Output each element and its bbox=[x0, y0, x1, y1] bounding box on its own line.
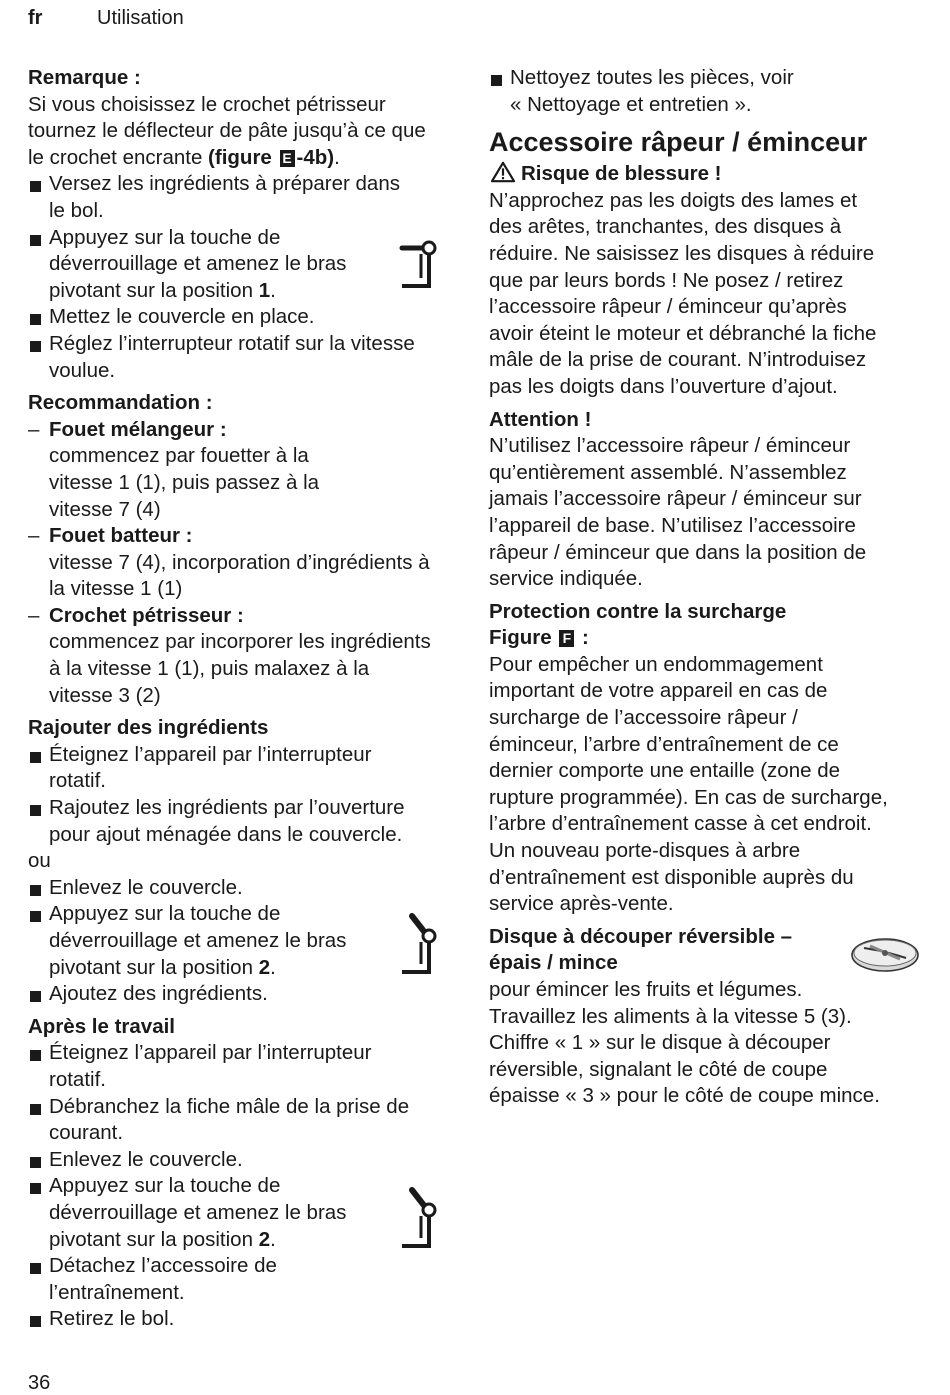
bullet-square-icon bbox=[30, 1316, 41, 1327]
attention-line: N’utilisez l’accessoire râpeur / éminceur bbox=[489, 434, 851, 458]
rajouter-title: Rajouter des ingrédients bbox=[28, 716, 269, 740]
protection-line: important de votre appareil en cas de bbox=[489, 679, 828, 703]
list-item: Débranchez la fiche mâle de la prise de courant. bbox=[28, 1094, 468, 1147]
risque-line: des arêtes, tranchantes, des disques à bbox=[489, 215, 842, 239]
bullet-square-icon bbox=[30, 1183, 41, 1194]
protection-line: l’arbre d’entraînement casse à cet endroit. bbox=[489, 812, 872, 836]
bullet-square-icon bbox=[30, 1050, 41, 1061]
attention-line: service indiquée. bbox=[489, 567, 643, 591]
risque-line: que par leurs bords ! Ne posez / retirez bbox=[489, 268, 844, 292]
list-item: Éteignez l’appareil par l’interrupteur rotatif. bbox=[28, 742, 468, 795]
bullet-square-icon bbox=[30, 1104, 41, 1115]
list-item: Détachez l’accessoire de l’entraînement. bbox=[28, 1253, 468, 1306]
recommandation-title: Recommandation : bbox=[28, 391, 213, 415]
bullet-square-icon bbox=[30, 314, 41, 325]
risque-line: N’approchez pas les doigts des lames et bbox=[489, 188, 858, 212]
bullet-square-icon bbox=[30, 991, 41, 1002]
list-item: Retirez le bol. bbox=[28, 1306, 468, 1333]
attention-title: Attention ! bbox=[489, 407, 592, 431]
remarque-line-figure: le crochet encrante (figure E -4b). bbox=[28, 145, 340, 169]
recommandation-item: – Fouet batteur : vitesse 7 (4), incorporation d’ingrédients à la vitesse 1 (1) bbox=[28, 524, 430, 601]
protection-line: service après-vente. bbox=[489, 892, 674, 916]
risque-line: pas les doigts dans l’ouverture d’ajout. bbox=[489, 374, 838, 398]
list-item: Éteignez l’appareil par l’interrupteur rotatif. bbox=[28, 1040, 468, 1093]
warning-triangle-icon bbox=[489, 161, 517, 183]
protection-line: rupture programmée). En cas de surcharge, bbox=[489, 785, 888, 809]
header-section: Utilisation bbox=[97, 7, 184, 29]
attention-line: qu’entièrement assemblé. N’assemblez bbox=[489, 460, 847, 484]
remarque-line: tournez le déflecteur de pâte jusqu’à ce que bbox=[28, 119, 426, 143]
protection-line: surcharge de l’accessoire râpeur / bbox=[489, 706, 798, 730]
bullet-square-icon bbox=[30, 752, 41, 763]
attention-line: râpeur / éminceur que dans la position de bbox=[489, 540, 867, 564]
slicing-disc-icon bbox=[850, 936, 920, 974]
risque-line: réduire. Ne saisissez les disques à réduire bbox=[489, 241, 875, 265]
bullet-square-icon bbox=[30, 235, 41, 246]
disque-line: Chiffre « 1 » sur le disque à découper bbox=[489, 1031, 831, 1055]
bullet-square-icon bbox=[30, 911, 41, 922]
arm-position-2-icon bbox=[398, 1184, 442, 1250]
arm-position-1-icon bbox=[398, 238, 442, 290]
risque-line: mâle de la prise de courant. N’introduisez bbox=[489, 348, 867, 372]
section-heading: Accessoire râpeur / éminceur bbox=[489, 127, 868, 158]
remarque-line: Si vous choisissez le crochet pétrisseur bbox=[28, 92, 386, 116]
bullet-square-icon bbox=[30, 805, 41, 816]
bullet-square-icon bbox=[30, 1263, 41, 1274]
protection-line: Pour empêcher un endommagement bbox=[489, 652, 823, 676]
bullet-square-icon bbox=[30, 885, 41, 896]
attention-line: jamais l’accessoire râpeur / éminceur sur bbox=[489, 487, 862, 511]
risque-title: Risque de blessure ! bbox=[489, 161, 929, 188]
bullet-square-icon bbox=[491, 75, 502, 86]
page-number: 36 bbox=[28, 1372, 51, 1394]
list-item: Rajoutez les ingrédients par l’ouverture pour ajout ménagée dans le couvercle. bbox=[28, 795, 468, 848]
list-item: Appuyez sur la touche de déverrouillage et amenez le bras pivotant sur la position 2. bbox=[28, 901, 468, 981]
attention-line: l’appareil de base. N’utilisez l’accessoire bbox=[489, 513, 856, 537]
disque-line: pour émincer les fruits et légumes. bbox=[489, 978, 803, 1001]
protection-line: dernier comporte une entaille (zone de bbox=[489, 759, 840, 783]
protection-figure-ref: Figure F : bbox=[489, 626, 589, 650]
figure-e-icon: E bbox=[280, 150, 295, 167]
list-item: Versez les ingrédients à préparer dans le bol. bbox=[28, 171, 468, 224]
disque-title: Disque à découper réversible – épais / mince bbox=[489, 924, 793, 975]
risque-line: l’accessoire râpeur / éminceur qu’après bbox=[489, 295, 847, 319]
list-item: Ajoutez des ingrédients. bbox=[28, 981, 468, 1008]
protection-line: d’entraînement est disponible auprès du bbox=[489, 865, 854, 889]
list-item: Mettez le couvercle en place. bbox=[28, 304, 468, 331]
protection-line: Un nouveau porte-disques à arbre bbox=[489, 839, 801, 863]
list-item: Enlevez le couvercle. bbox=[28, 875, 468, 902]
recommandation-item: – Crochet pétrisseur : commencez par incorporer les ingrédients à la vitesse 1 (1), puis malaxez à la vitesse 3 (2) bbox=[28, 603, 431, 707]
ou-text: ou bbox=[28, 849, 51, 873]
list-item: Appuyez sur la touche de déverrouillage et amenez le bras pivotant sur la position 2. bbox=[28, 1173, 468, 1253]
arm-position-2-icon bbox=[398, 910, 442, 976]
disque-line: Travaillez les aliments à la vitesse 5 (3). bbox=[489, 1004, 852, 1028]
list-item: Nettoyez toutes les pièces, voir « Nettoyage et entretien ». bbox=[489, 65, 929, 118]
bullet-square-icon bbox=[30, 181, 41, 192]
protection-title: Protection contre la surcharge bbox=[489, 599, 787, 623]
remarque-title: Remarque : bbox=[28, 66, 141, 89]
apres-title: Après le travail bbox=[28, 1014, 175, 1038]
risque-line: avoir éteint le moteur et débranché la fiche bbox=[489, 321, 877, 345]
disque-line: réversible, signalant le côté de coupe bbox=[489, 1057, 828, 1081]
protection-line: éminceur, l’arbre d’entraînement de ce bbox=[489, 732, 839, 756]
recommandation-item: – Fouet mélangeur : commencez par fouetter à la vitesse 1 (1), puis passez à la vitesse 7 (4) bbox=[28, 417, 320, 521]
bullet-square-icon bbox=[30, 341, 41, 352]
disque-line: épaisse « 3 » pour le côté de coupe mince. bbox=[489, 1084, 880, 1108]
header-lang: fr bbox=[28, 7, 43, 29]
bullet-square-icon bbox=[30, 1157, 41, 1168]
figure-f-icon: F bbox=[559, 630, 574, 647]
list-item: Enlevez le couvercle. bbox=[28, 1147, 468, 1174]
list-item: Appuyez sur la touche de déverrouillage et amenez le bras pivotant sur la position 1. bbox=[28, 225, 468, 305]
list-item: Réglez l’interrupteur rotatif sur la vitesse voulue. bbox=[28, 331, 468, 384]
